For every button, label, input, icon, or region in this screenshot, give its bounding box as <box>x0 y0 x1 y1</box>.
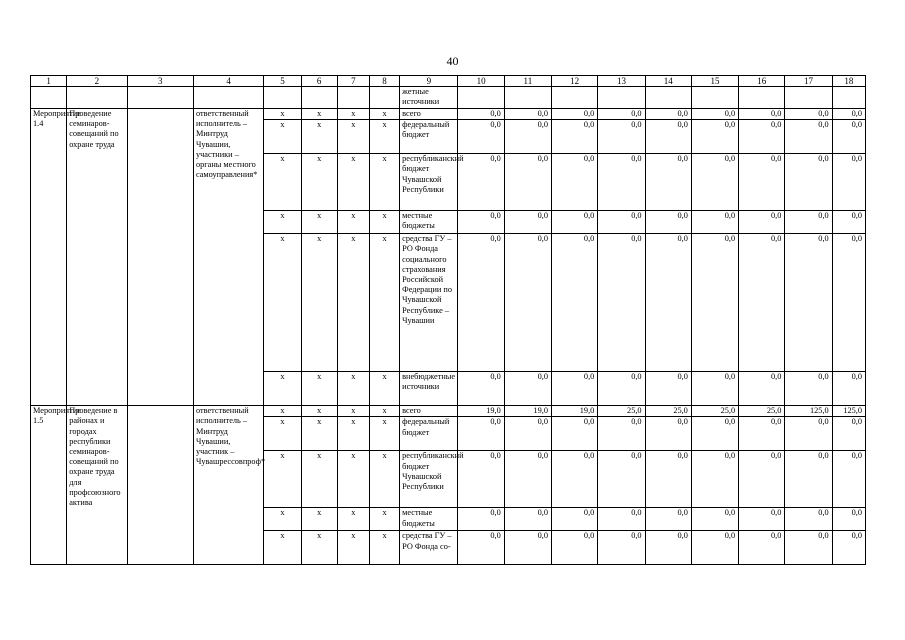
code-cell: x <box>301 109 337 120</box>
source-cell: всего <box>400 406 458 417</box>
value-cell: 0,0 <box>598 531 645 565</box>
header-cell: 9 <box>400 76 458 87</box>
value-cell: 0,0 <box>552 109 598 120</box>
value-cell: 0,0 <box>458 120 504 154</box>
empty-cell <box>337 87 369 109</box>
value-cell: 0,0 <box>552 211 598 234</box>
value-cell: 0,0 <box>691 154 738 211</box>
code-cell: x <box>369 211 399 234</box>
code-cell: x <box>337 154 369 211</box>
value-cell: 0,0 <box>598 508 645 531</box>
value-cell: 25,0 <box>645 406 691 417</box>
code-cell: x <box>337 508 369 531</box>
code-cell: x <box>301 372 337 406</box>
value-cell: 0,0 <box>785 451 832 508</box>
code-cell: x <box>337 211 369 234</box>
value-cell: 0,0 <box>691 531 738 565</box>
value-cell: 0,0 <box>598 451 645 508</box>
page-number: 40 <box>446 54 459 68</box>
empty-cell <box>504 87 551 109</box>
value-cell: 0,0 <box>832 451 865 508</box>
value-cell: 0,0 <box>739 154 785 211</box>
measure-title: Проведение в районах и городах республики семинаров-совещаний по охране труда для профсоюзного актива <box>67 406 127 565</box>
code-cell: x <box>301 154 337 211</box>
table-row <box>31 406 866 417</box>
header-cell: 5 <box>264 76 301 87</box>
value-cell: 0,0 <box>739 109 785 120</box>
empty-cell <box>264 87 301 109</box>
header-cell: 4 <box>193 76 263 87</box>
header-cell: 3 <box>127 76 193 87</box>
code-cell: x <box>369 531 399 565</box>
value-cell: 0,0 <box>504 372 551 406</box>
value-cell: 0,0 <box>458 109 504 120</box>
code-cell: x <box>264 154 301 211</box>
header-cell: 6 <box>301 76 337 87</box>
source-cell: средства ГУ – РО Фонда социального страхования Российской Федерации по Чувашской Республике – Чувашии <box>400 234 458 372</box>
value-cell: 0,0 <box>504 417 551 451</box>
value-cell: 0,0 <box>739 451 785 508</box>
code-cell: x <box>369 508 399 531</box>
value-cell: 25,0 <box>739 406 785 417</box>
measure-id: Мероприятие 1.4 <box>31 109 67 406</box>
code-cell: x <box>264 109 301 120</box>
value-cell: 0,0 <box>645 109 691 120</box>
value-cell: 0,0 <box>739 211 785 234</box>
value-cell: 0,0 <box>832 211 865 234</box>
header-cell: 17 <box>785 76 832 87</box>
empty-cell <box>552 87 598 109</box>
value-cell: 0,0 <box>785 531 832 565</box>
header-row <box>31 76 866 87</box>
empty-cell <box>369 87 399 109</box>
value-cell: 0,0 <box>691 120 738 154</box>
code-cell: x <box>264 120 301 154</box>
empty-cell <box>301 87 337 109</box>
value-cell: 0,0 <box>504 120 551 154</box>
code-cell: x <box>369 120 399 154</box>
value-cell: 0,0 <box>552 154 598 211</box>
value-cell: 0,0 <box>458 154 504 211</box>
value-cell: 0,0 <box>598 372 645 406</box>
code-cell: x <box>301 406 337 417</box>
value-cell: 0,0 <box>832 417 865 451</box>
value-cell: 0,0 <box>691 211 738 234</box>
value-cell: 25,0 <box>691 406 738 417</box>
code-cell: x <box>369 154 399 211</box>
code-cell: x <box>264 451 301 508</box>
code-cell: x <box>337 451 369 508</box>
value-cell: 0,0 <box>739 234 785 372</box>
empty-cell <box>739 87 785 109</box>
value-cell: 25,0 <box>598 406 645 417</box>
value-cell: 0,0 <box>504 234 551 372</box>
value-cell: 0,0 <box>552 417 598 451</box>
program-table <box>30 75 866 565</box>
value-cell: 0,0 <box>552 451 598 508</box>
code-cell: x <box>337 120 369 154</box>
value-cell: 0,0 <box>691 508 738 531</box>
value-cell: 0,0 <box>832 234 865 372</box>
value-cell: 0,0 <box>598 417 645 451</box>
empty-cell <box>193 87 263 109</box>
source-cell: федеральный бюджет <box>400 417 458 451</box>
value-cell: 0,0 <box>691 451 738 508</box>
table-row <box>31 109 866 120</box>
code-cell: x <box>264 417 301 451</box>
value-cell: 0,0 <box>785 120 832 154</box>
value-cell: 0,0 <box>504 451 551 508</box>
value-cell: 0,0 <box>598 211 645 234</box>
code-cell: x <box>301 531 337 565</box>
code-cell: x <box>264 406 301 417</box>
value-cell: 0,0 <box>691 234 738 372</box>
source-cell: внебюджетные источники <box>400 372 458 406</box>
header-cell: 16 <box>739 76 785 87</box>
value-cell: 19,0 <box>552 406 598 417</box>
table-body <box>31 76 866 565</box>
value-cell: 0,0 <box>832 372 865 406</box>
code-cell: x <box>337 406 369 417</box>
value-cell: 0,0 <box>552 234 598 372</box>
value-cell: 0,0 <box>645 372 691 406</box>
value-cell: 0,0 <box>739 120 785 154</box>
code-cell: x <box>369 451 399 508</box>
header-cell: 11 <box>504 76 551 87</box>
value-cell: 0,0 <box>785 154 832 211</box>
header-cell: 1 <box>31 76 67 87</box>
code-cell: x <box>264 211 301 234</box>
value-cell: 0,0 <box>504 109 551 120</box>
value-cell: 0,0 <box>785 211 832 234</box>
code-cell: x <box>301 120 337 154</box>
value-cell: 0,0 <box>645 417 691 451</box>
code-cell: x <box>337 109 369 120</box>
value-cell: 0,0 <box>645 451 691 508</box>
empty-cell <box>785 87 832 109</box>
code-cell: x <box>264 531 301 565</box>
source-cell: местные бюджеты <box>400 211 458 234</box>
empty-cell <box>127 87 193 109</box>
value-cell: 0,0 <box>832 531 865 565</box>
value-cell: 0,0 <box>645 211 691 234</box>
value-cell: 0,0 <box>552 531 598 565</box>
measure-title: Проведение семинаров-совещаний по охране труда <box>67 109 127 406</box>
value-cell: 0,0 <box>645 508 691 531</box>
header-cell: 15 <box>691 76 738 87</box>
code-cell: x <box>264 234 301 372</box>
header-cell: 10 <box>458 76 504 87</box>
value-cell: 0,0 <box>785 417 832 451</box>
code-cell: x <box>337 417 369 451</box>
header-cell: 14 <box>645 76 691 87</box>
value-cell: 125,0 <box>832 406 865 417</box>
carry-over-row <box>31 87 866 109</box>
source-cell: местные бюджеты <box>400 508 458 531</box>
value-cell: 0,0 <box>552 120 598 154</box>
code-cell: x <box>264 508 301 531</box>
source-cell: средства ГУ – РО Фонда со- <box>400 531 458 565</box>
value-cell: 0,0 <box>458 531 504 565</box>
empty-cell <box>67 87 127 109</box>
code-cell: x <box>337 234 369 372</box>
value-cell: 0,0 <box>504 531 551 565</box>
code-cell: x <box>337 531 369 565</box>
source-cell: республиканский бюджет Чувашской Республики <box>400 154 458 211</box>
value-cell: 19,0 <box>458 406 504 417</box>
value-cell: 0,0 <box>458 211 504 234</box>
header-cell: 13 <box>598 76 645 87</box>
empty-cell <box>127 109 193 406</box>
header-cell: 12 <box>552 76 598 87</box>
code-cell: x <box>301 451 337 508</box>
value-cell: 0,0 <box>785 109 832 120</box>
header-cell: 8 <box>369 76 399 87</box>
value-cell: 0,0 <box>458 417 504 451</box>
value-cell: 0,0 <box>691 372 738 406</box>
value-cell: 0,0 <box>458 234 504 372</box>
code-cell: x <box>369 234 399 372</box>
empty-cell <box>458 87 504 109</box>
code-cell: x <box>369 406 399 417</box>
value-cell: 0,0 <box>832 109 865 120</box>
header-cell: 2 <box>67 76 127 87</box>
measure-responsible: ответственный исполнитель – Минтруд Чувашии, участники – органы местного самоуправления* <box>193 109 263 406</box>
code-cell: x <box>369 372 399 406</box>
value-cell: 0,0 <box>832 120 865 154</box>
value-cell: 0,0 <box>739 417 785 451</box>
empty-cell <box>691 87 738 109</box>
value-cell: 0,0 <box>645 120 691 154</box>
code-cell: x <box>301 508 337 531</box>
measure-id: Мероприятие 1.5 <box>31 406 67 565</box>
header-cell: 7 <box>337 76 369 87</box>
value-cell: 125,0 <box>785 406 832 417</box>
value-cell: 0,0 <box>832 154 865 211</box>
value-cell: 0,0 <box>832 508 865 531</box>
measure-responsible: ответственный исполнитель – Минтруд Чувашии, участник – Чувашрессовпроф* <box>193 406 263 565</box>
code-cell: x <box>369 109 399 120</box>
value-cell: 0,0 <box>552 372 598 406</box>
value-cell: 0,0 <box>598 154 645 211</box>
code-cell: x <box>337 372 369 406</box>
empty-cell <box>645 87 691 109</box>
value-cell: 0,0 <box>645 234 691 372</box>
value-cell: 0,0 <box>739 508 785 531</box>
value-cell: 0,0 <box>504 211 551 234</box>
code-cell: x <box>301 234 337 372</box>
value-cell: 0,0 <box>458 372 504 406</box>
value-cell: 0,0 <box>739 372 785 406</box>
value-cell: 0,0 <box>504 508 551 531</box>
source-cell: республиканский бюджет Чувашской Республики <box>400 451 458 508</box>
value-cell: 0,0 <box>739 531 785 565</box>
value-cell: 0,0 <box>691 109 738 120</box>
source-cell: всего <box>400 109 458 120</box>
code-cell: x <box>301 211 337 234</box>
code-cell: x <box>264 372 301 406</box>
value-cell: 0,0 <box>598 109 645 120</box>
empty-cell <box>832 87 865 109</box>
source-cell: федеральный бюджет <box>400 120 458 154</box>
empty-cell <box>598 87 645 109</box>
value-cell: 0,0 <box>645 531 691 565</box>
value-cell: 0,0 <box>645 154 691 211</box>
empty-cell <box>31 87 67 109</box>
value-cell: 0,0 <box>552 508 598 531</box>
empty-cell <box>127 406 193 565</box>
value-cell: 0,0 <box>504 154 551 211</box>
source-cell: жетные источники <box>400 87 458 109</box>
value-cell: 0,0 <box>598 120 645 154</box>
value-cell: 0,0 <box>458 508 504 531</box>
value-cell: 0,0 <box>785 234 832 372</box>
code-cell: x <box>301 417 337 451</box>
value-cell: 0,0 <box>785 508 832 531</box>
code-cell: x <box>369 417 399 451</box>
value-cell: 0,0 <box>785 372 832 406</box>
value-cell: 19,0 <box>504 406 551 417</box>
value-cell: 0,0 <box>598 234 645 372</box>
value-cell: 0,0 <box>691 417 738 451</box>
header-cell: 18 <box>832 76 865 87</box>
value-cell: 0,0 <box>458 451 504 508</box>
